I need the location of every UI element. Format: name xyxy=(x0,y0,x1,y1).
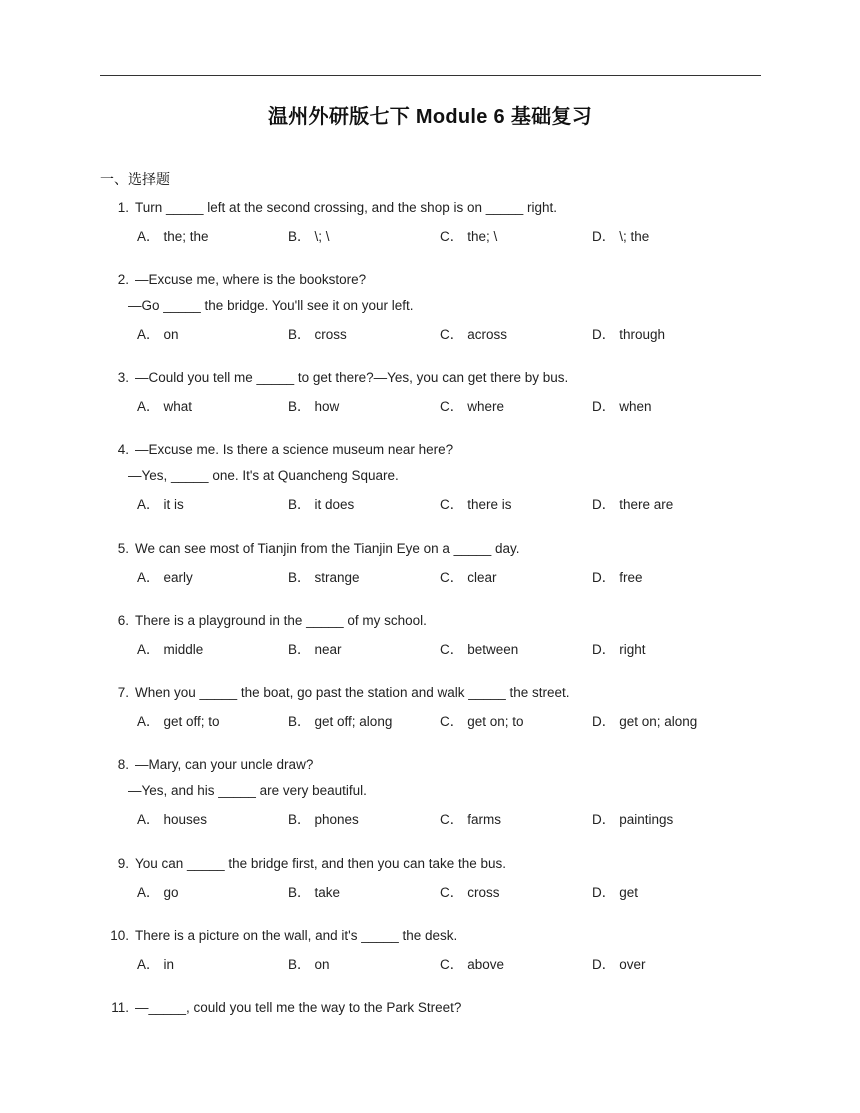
option-text: phones xyxy=(314,812,359,827)
option-letter: B． xyxy=(288,570,311,585)
option-text: above xyxy=(467,957,505,972)
option-text: get on; to xyxy=(467,714,524,729)
option-letter: B． xyxy=(288,229,311,244)
option-letter: D． xyxy=(592,399,616,414)
option-letter: D． xyxy=(592,885,616,900)
question-number: 6. xyxy=(117,613,129,628)
question-stem-line: —Could you tell me _____ to get there?—Yes, you can get there by bus. xyxy=(135,370,569,385)
answer-option[interactable] xyxy=(288,881,340,901)
question-number: 5. xyxy=(117,541,129,556)
option-text: get on; along xyxy=(619,714,698,729)
question-number: 3. xyxy=(117,370,129,385)
question-number: 2. xyxy=(117,272,129,287)
question-stem-line: —Yes, and his _____ are very beautiful. xyxy=(128,783,367,798)
option-letter: C． xyxy=(440,642,464,657)
option-letter: B． xyxy=(288,642,311,657)
question-stem-line: —Excuse me, where is the bookstore? xyxy=(135,272,367,287)
option-letter: A． xyxy=(137,812,160,827)
question-stem-line: —_____, could you tell me the way to the Park Street? xyxy=(135,1000,462,1015)
option-letter: D． xyxy=(592,714,616,729)
answer-option[interactable] xyxy=(288,710,392,730)
option-letter: D． xyxy=(592,570,616,585)
option-text: get off; along xyxy=(314,714,393,729)
option-text: go xyxy=(163,885,179,900)
option-text: strange xyxy=(314,570,360,585)
answer-option[interactable] xyxy=(440,493,512,513)
option-text: free xyxy=(619,570,643,585)
option-letter: A． xyxy=(137,885,160,900)
option-text: what xyxy=(163,399,193,414)
option-text: the; the xyxy=(163,229,209,244)
option-letter: A． xyxy=(137,714,160,729)
question-stem-line: —Yes, _____ one. It's at Quancheng Square. xyxy=(128,468,399,483)
option-text: early xyxy=(163,570,193,585)
document-title: 温州外研版七下 Module 6 基础复习 xyxy=(267,106,593,128)
answer-option[interactable] xyxy=(137,710,220,730)
answer-option[interactable] xyxy=(137,953,174,973)
option-letter: C． xyxy=(440,714,464,729)
answer-option[interactable] xyxy=(288,566,360,586)
answer-option[interactable] xyxy=(592,493,673,513)
question-number: 9. xyxy=(117,856,129,871)
answer-option[interactable] xyxy=(592,323,665,343)
answer-option[interactable] xyxy=(288,953,330,973)
option-text: there are xyxy=(619,497,674,512)
answer-option[interactable] xyxy=(137,638,203,658)
answer-option[interactable] xyxy=(440,225,497,245)
question-number: 4. xyxy=(117,442,129,457)
option-text: cross xyxy=(314,327,347,342)
option-text: take xyxy=(314,885,341,900)
option-letter: B． xyxy=(288,957,311,972)
option-letter: C． xyxy=(440,497,464,512)
option-letter: A． xyxy=(137,957,160,972)
option-text: houses xyxy=(163,812,208,827)
question-stem-line: You can _____ the bridge first, and then you can take the bus. xyxy=(135,856,507,871)
option-text: paintings xyxy=(619,812,674,827)
answer-option[interactable] xyxy=(440,808,501,828)
option-text: there is xyxy=(467,497,512,512)
option-text: through xyxy=(619,327,666,342)
option-text: near xyxy=(314,642,342,657)
answer-option[interactable] xyxy=(592,953,646,973)
question-stem-line: When you _____ the boat, go past the station and walk _____ the street. xyxy=(135,685,570,700)
option-text: get off; to xyxy=(163,714,220,729)
answer-option[interactable] xyxy=(137,395,192,415)
answer-option[interactable] xyxy=(288,638,342,658)
question-stem-line: Turn _____ left at the second crossing, and the shop is on _____ right. xyxy=(135,200,558,215)
option-letter: D． xyxy=(592,327,616,342)
answer-option[interactable] xyxy=(440,323,507,343)
option-letter: C． xyxy=(440,327,464,342)
answer-option[interactable] xyxy=(137,493,184,513)
answer-option[interactable] xyxy=(592,638,646,658)
question-stem-line: There is a playground in the _____ of my school. xyxy=(135,613,427,628)
option-text: middle xyxy=(163,642,204,657)
answer-option[interactable] xyxy=(592,881,638,901)
option-text: clear xyxy=(467,570,497,585)
question-number: 7. xyxy=(117,685,129,700)
answer-option[interactable] xyxy=(288,225,330,245)
option-letter: B． xyxy=(288,812,311,827)
option-letter: D． xyxy=(592,957,616,972)
option-letter: D． xyxy=(592,229,616,244)
answer-option[interactable] xyxy=(137,808,207,828)
answer-option[interactable] xyxy=(137,566,193,586)
option-text: when xyxy=(619,399,652,414)
option-text: it does xyxy=(314,497,355,512)
answer-option[interactable] xyxy=(592,710,697,730)
answer-option[interactable] xyxy=(440,566,497,586)
option-letter: D． xyxy=(592,812,616,827)
option-letter: A． xyxy=(137,497,160,512)
option-letter: C． xyxy=(440,957,464,972)
question-number: 11. xyxy=(111,1000,129,1015)
option-text: between xyxy=(467,642,519,657)
question-stem-line: There is a picture on the wall, and it's _____ the desk. xyxy=(135,928,458,943)
option-text: cross xyxy=(467,885,500,900)
option-letter: A． xyxy=(137,399,160,414)
answer-option[interactable] xyxy=(592,566,643,586)
option-letter: B． xyxy=(288,399,311,414)
answer-option[interactable] xyxy=(592,225,649,245)
option-letter: A． xyxy=(137,642,160,657)
answer-option[interactable] xyxy=(137,881,179,901)
answer-option[interactable] xyxy=(440,395,504,415)
option-letter: A． xyxy=(137,570,160,585)
question-number: 8. xyxy=(117,757,129,772)
option-letter: A． xyxy=(137,327,160,342)
option-letter: D． xyxy=(592,642,616,657)
answer-option[interactable] xyxy=(288,493,354,513)
answer-option[interactable] xyxy=(288,395,339,415)
answer-option[interactable] xyxy=(440,881,500,901)
option-letter: B． xyxy=(288,497,311,512)
option-text: on xyxy=(163,327,179,342)
question-stem-line: —Excuse me. Is there a science museum near here? xyxy=(135,442,454,457)
question-stem-line: —Mary, can your uncle draw? xyxy=(135,757,314,772)
option-text: in xyxy=(163,957,175,972)
option-text: on xyxy=(314,957,330,972)
answer-option[interactable] xyxy=(440,953,504,973)
question-number: 1. xyxy=(117,200,129,215)
answer-option[interactable] xyxy=(440,710,524,730)
section-heading: 一、选择题 xyxy=(100,171,170,187)
option-text: farms xyxy=(467,812,501,827)
answer-option[interactable] xyxy=(592,808,673,828)
option-text: right xyxy=(619,642,646,657)
option-letter: C． xyxy=(440,570,464,585)
option-text: over xyxy=(619,957,646,972)
header-rule xyxy=(100,75,761,76)
option-letter: C． xyxy=(440,399,464,414)
option-text: get xyxy=(619,885,639,900)
option-text: the; \ xyxy=(467,229,498,244)
option-text: it is xyxy=(163,497,184,512)
question-stem-line: We can see most of Tianjin from the Tianjin Eye on a _____ day. xyxy=(135,541,520,556)
option-text: \; the xyxy=(619,229,650,244)
option-text: \; \ xyxy=(314,229,330,244)
option-letter: A． xyxy=(137,229,160,244)
option-letter: C． xyxy=(440,885,464,900)
answer-option[interactable] xyxy=(592,395,652,415)
option-letter: C． xyxy=(440,229,464,244)
option-letter: C． xyxy=(440,812,464,827)
answer-option[interactable] xyxy=(288,808,359,828)
option-letter: B． xyxy=(288,327,311,342)
option-letter: B． xyxy=(288,714,311,729)
option-text: how xyxy=(314,399,340,414)
option-letter: D． xyxy=(592,497,616,512)
question-stem-line: —Go _____ the bridge. You'll see it on your left. xyxy=(128,298,414,313)
answer-option[interactable] xyxy=(288,323,347,343)
option-text: across xyxy=(467,327,508,342)
question-number: 10. xyxy=(110,928,129,943)
answer-option[interactable] xyxy=(137,225,209,245)
option-letter: B． xyxy=(288,885,311,900)
option-text: where xyxy=(467,399,505,414)
answer-option[interactable] xyxy=(440,638,518,658)
answer-option[interactable] xyxy=(137,323,179,343)
